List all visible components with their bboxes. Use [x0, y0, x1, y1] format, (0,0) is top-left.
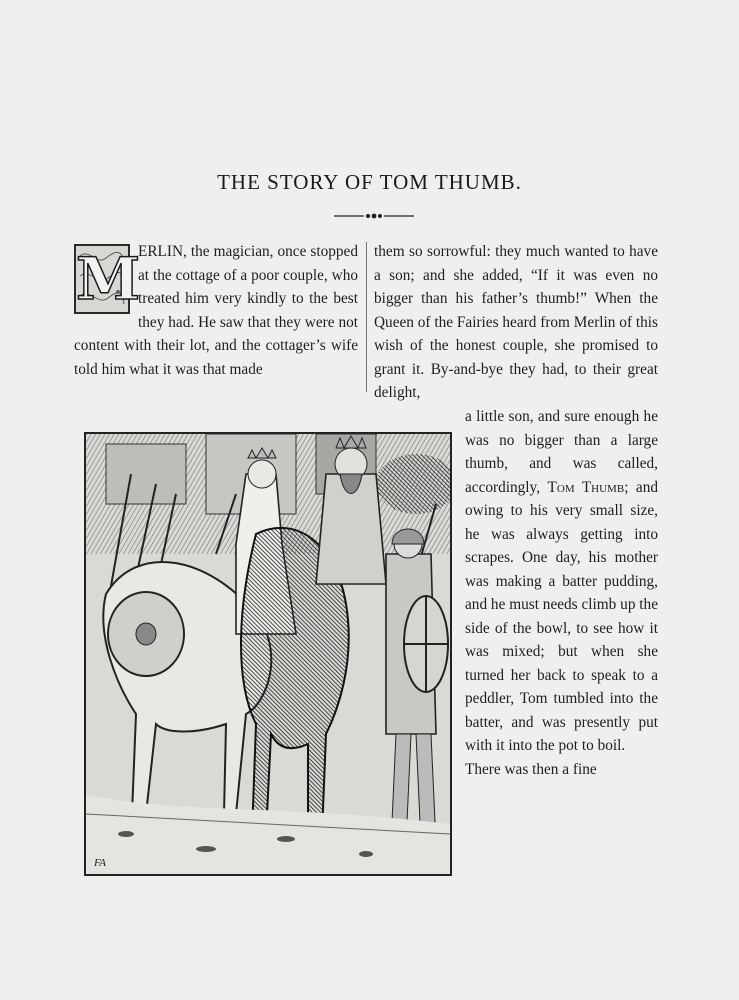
- tom-thumb-name: Tom Thumb: [547, 478, 625, 496]
- text-after-name: ; and owing to his very small size, he was always getting into scrapes. One day, his mother was making a batter pudding, and he must needs climb up the side of the bowl, to see how it was mixed; but when she turned her back to speak to a peddler, Tom tumbled into the batter, and was presently put with it into the pot to boil.: [465, 478, 659, 754]
- engraving-artwork: [86, 434, 450, 874]
- right-column-bottom: [465, 405, 658, 781]
- artist-signature: FA: [94, 857, 107, 869]
- drop-cap: [74, 244, 141, 314]
- right-column-top: [374, 240, 658, 405]
- text-before-name: a little son, and sure enough he was no bigger than a large thumb, and was called, accordingly,: [465, 408, 658, 496]
- right-column-top-text: them so sorrowful: they much wanted to have a son; and she added, “If it was even no bigger than his father’s thumb!” When the Queen of the Fairies heard from Merlin of this wish of the honest couple, she promised to grant it. By-and-bye they had, to their great delight,: [374, 243, 658, 401]
- last-line: There was then a fine: [465, 760, 597, 778]
- engraving-illustration: [84, 432, 452, 876]
- first-word: ERLIN,: [138, 243, 187, 260]
- page-title: THE STORY OF TOM THUMB.: [217, 170, 522, 194]
- left-column-body: the magician, once stopped at the cottage of a poor couple, who treated him very kindly to the best they had. He saw that they were not content with their lot, and the cottager’s wife told him what it was that made: [74, 243, 358, 378]
- right-column-bottom-text: [465, 405, 658, 758]
- title-ornament: [334, 210, 414, 222]
- drop-cap-letter: M: [76, 245, 141, 313]
- left-column: [74, 240, 358, 381]
- column-divider: [366, 242, 367, 392]
